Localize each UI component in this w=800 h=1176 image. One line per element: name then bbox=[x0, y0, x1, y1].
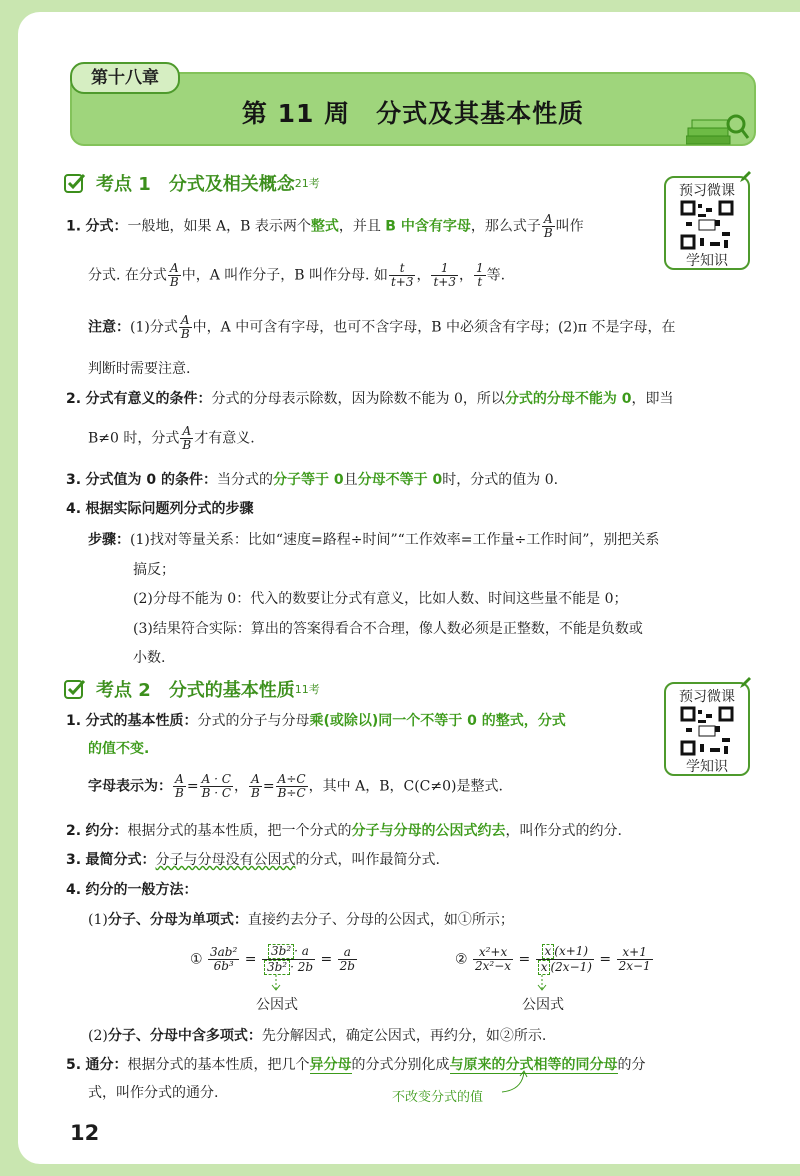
fraction-1-over-t: $\frac{1}{t}$ bbox=[475, 261, 484, 289]
highlight-numerator-zero: 分子等于 0 bbox=[273, 472, 344, 488]
section-2-exam-count: 11考 bbox=[294, 683, 320, 696]
checkbox-icon bbox=[64, 172, 86, 194]
item-1-note-cont: 判断时需要注意. bbox=[88, 361, 191, 377]
qr-bottom-label: 学知识 bbox=[686, 253, 728, 269]
pencil-icon bbox=[738, 676, 752, 690]
fraction-a-over-b: $\frac{A}{B}$ bbox=[169, 261, 179, 289]
common-denominator-definition: 5. 通分：根据分式的基本性质，把几个异分母的分式分别化成与原来的分式相等的同分母的分 bbox=[66, 1057, 646, 1073]
common-factor-label-1: 公因式 bbox=[256, 997, 298, 1013]
qr-preview-box-1[interactable] bbox=[664, 176, 750, 270]
highlight-multiply-divide: 乘(或除以)同一个不等于 0 的整式，分式 bbox=[309, 713, 566, 729]
fraction-a-over-b: $\frac{A}{B}$ bbox=[182, 424, 192, 452]
curved-arrow-icon bbox=[500, 1068, 530, 1096]
highlight-unlike-denominators: 异分母 bbox=[309, 1057, 352, 1073]
fraction-a-over-b: $\frac{A}{B}$ bbox=[543, 212, 553, 240]
page-number: 12 bbox=[70, 1121, 100, 1145]
qr-code-icon[interactable] bbox=[680, 200, 734, 250]
common-factor-box: x bbox=[542, 944, 555, 959]
property-line-1: 1. 分式的基本性质：分式的分子与分母乘(或除以)同一个不等于 0 的整式，分式 bbox=[66, 713, 566, 729]
item-4-step-1: 步骤：(1)找对等量关系：比如“速度=路程÷时间”“工作效率=工作量÷工作时间”，别把关系 bbox=[88, 532, 660, 548]
item-1-line-2: 分式. 在分式 $\frac{A}{B}$ 中，A 叫作分子，B 叫作分母. 如 $\frac{t}{t+3}$ ， $\frac{1}{t+3}$ ， $\frac{1}{t}$ 等. bbox=[88, 261, 506, 289]
method-2: (2)分子、分母中含多项式：先分解因式，确定公因式，再约分，如②所示. bbox=[88, 1028, 547, 1044]
item-2-line-1: 2. 分式有意义的条件：分式的分母表示除数，因为除数不能为 0，所以分式的分母不能为 0，即当 bbox=[66, 391, 674, 407]
reduction-definition: 2. 约分：根据分式的基本性质，把一个分式的分子与分母的公因式约去，叫作分式的约分. bbox=[66, 823, 622, 839]
item-4-step-1-cont: 搞反； bbox=[133, 562, 175, 578]
fraction-a-over-b: $\frac{A}{B}$ bbox=[180, 313, 190, 341]
section-1-heading bbox=[64, 170, 320, 196]
qr-preview-box-2[interactable] bbox=[664, 682, 750, 776]
reduction-method-heading: 4. 约分的一般方法： bbox=[66, 882, 198, 898]
common-factor-box: 3b² bbox=[268, 944, 294, 959]
item-4-step-2: (2)分母不能为 0：代入的数要让分式有意义，比如人数、时间这些量不能是 0； bbox=[133, 591, 628, 607]
qr-top-label: 预习微课 bbox=[679, 183, 735, 199]
property-letters: 字母表示为： $\frac{A}{B}$ = $\frac{A \cdot C}{B \cdot C}$ ， $\frac{A}{B}$ = $\frac{A\div C}{B\div C}$ ，其中 A，B，C(C≠0)是整式. bbox=[88, 772, 503, 800]
week-title: 第 11 周 分式及其基本性质 bbox=[241, 99, 585, 128]
example-1: ① $\frac{\text{3ab²}}{\text{6b³}}$ = $\frac{\text{3b² · a}}{\text{3b² · 2b}}$ = $\frac{a}{2b}$ bbox=[190, 944, 355, 974]
section-1-title: 考点 1 分式及相关概念 bbox=[96, 174, 295, 195]
annotation-value-unchanged: 不改变分式的值 bbox=[392, 1090, 484, 1105]
arrow-down-icon bbox=[536, 975, 548, 991]
highlight-b-has-letter: B 中含有字母 bbox=[385, 218, 471, 235]
example-2: ② $\frac{\text{x²+x}}{\text{2x²−x}}$ = $\frac{x (x+1)}{x (2x-1)}$ = $\frac{x+1}{2x-1}$ bbox=[455, 944, 651, 974]
item-2-line-2: B≠0 时，分式 $\frac{A}{B}$ 才有意义. bbox=[88, 424, 255, 452]
qr-bottom-label: 学知识 bbox=[686, 759, 728, 775]
highlight-denominator-nonzero: 分式的分母不能为 0 bbox=[504, 391, 632, 407]
arrow-down-icon bbox=[270, 975, 282, 991]
qr-code-icon[interactable] bbox=[680, 706, 734, 756]
item-1-note: 注意：(1)分式 $\frac{A}{B}$ 中，A 中可含有字母，也可不含字母，B 中必须含有字母；(2)π 不是字母，在 bbox=[88, 313, 676, 341]
fraction-1-over-t3: $\frac{1}{t+3}$ bbox=[433, 261, 456, 289]
chapter-tab: 第十八章 bbox=[70, 62, 180, 94]
common-factor-box: 3b² bbox=[264, 960, 290, 975]
item-4-step-3: (3)结果符合实际：算出的答案得看合不合理，像人数必须是正整数，不能是负数或 bbox=[133, 621, 643, 637]
item-4-step-3-cont: 小数. bbox=[133, 650, 166, 666]
highlight-denominator-not-zero: 分母不等于 0 bbox=[357, 472, 443, 488]
property-line-2: 的值不变. bbox=[88, 741, 150, 757]
fraction-t-over-t3: $\frac{t}{t+3}$ bbox=[390, 261, 414, 289]
pencil-icon bbox=[738, 170, 752, 184]
item-4-heading: 4. 根据实际问题列分式的步骤 bbox=[66, 501, 254, 517]
books-magnifier-icon bbox=[686, 110, 750, 146]
qr-top-label: 预习微课 bbox=[679, 689, 735, 705]
item-1-line-1: 1. 分式：一般地，如果 A，B 表示两个整式，并且 B 中含有字母，那么式子 $\frac{A}{B}$ 叫作 bbox=[66, 212, 584, 240]
term-fraction: 分式： bbox=[85, 218, 128, 235]
common-factor-box: x bbox=[538, 960, 551, 975]
checkbox-icon bbox=[64, 678, 86, 700]
common-factor-label-2: 公因式 bbox=[522, 997, 564, 1013]
common-denominator-cont: 式，叫作分式的通分. bbox=[88, 1085, 219, 1101]
method-1: (1)分子、分母为单项式：直接约去分子、分母的公因式，如①所示； bbox=[88, 912, 514, 928]
highlight-equal-fractions: 与原来的分式相等的同分母 bbox=[449, 1057, 618, 1073]
highlight-common-factor: 分子与分母的公因式约去 bbox=[351, 823, 506, 839]
section-2-title: 考点 2 分式的基本性质 bbox=[96, 680, 295, 701]
section-2-heading bbox=[64, 676, 320, 702]
term-integral-expression: 整式 bbox=[310, 218, 339, 235]
section-1-exam-count: 21考 bbox=[294, 177, 320, 190]
simplest-fraction-definition: 3. 最简分式：分子与分母没有公因式的分式，叫作最简分式. bbox=[66, 852, 440, 868]
item-3: 3. 分式值为 0 的条件：当分式的分子等于 0且分母不等于 0时，分式的值为 0. bbox=[66, 472, 559, 488]
